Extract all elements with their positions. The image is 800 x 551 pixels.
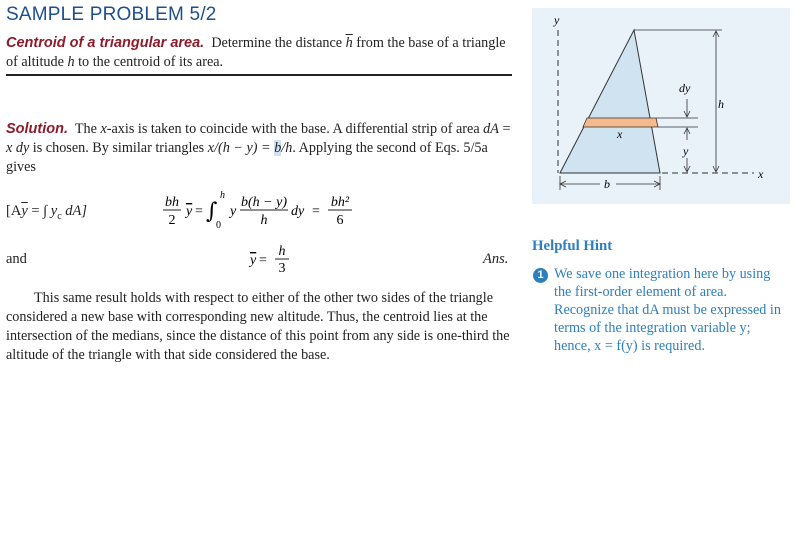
problem-statement — [6, 34, 514, 72]
eq1-frac3-num: bh² — [330, 195, 350, 210]
eq2-frac-den: 3 — [278, 261, 286, 276]
solution-s2: -axis is taken to coincide with the base. A differential strip of area — [106, 121, 480, 137]
differential-strip — [583, 118, 658, 127]
helpful-hint-title: Helpful Hint — [532, 238, 613, 254]
solution-ratio-b: /h — [281, 140, 293, 156]
eq1-label-mid: = ∫ — [27, 203, 51, 219]
solution-s3: is chosen. By similar triangles — [32, 140, 205, 156]
solution-ratio-a: x/(h − y) = — [207, 140, 271, 156]
x-axis-label: x — [758, 167, 764, 181]
hint-number-badge: 1 — [533, 268, 548, 283]
solution-b: b — [274, 140, 282, 156]
eq1-frac3-den: 6 — [336, 213, 344, 228]
eq1-frac1-num: bh — [165, 195, 179, 210]
solution-dA: dA — [483, 121, 499, 137]
eq2-eq: = — [259, 253, 267, 268]
triangle-diagram — [532, 8, 790, 204]
solution-xdy: x dy — [6, 140, 30, 156]
solution-lead: Solution. — [6, 121, 69, 137]
problem-text-a: Determine the distance — [211, 35, 343, 51]
equation2-math — [246, 240, 306, 284]
eq1-int-upper: h — [220, 190, 225, 201]
helpful-hint-text: We save one integration here by using the first-order element of area. Recognize that dA must be expressed in terms of the integration variable y; hence, x = f(y) is required. — [554, 266, 781, 354]
problem-h: h — [67, 54, 75, 70]
eq2-frac-num: h — [278, 244, 286, 259]
eq1-int-lower: 0 — [216, 220, 221, 231]
h-label: h — [718, 97, 724, 111]
eq1-ybar-2: y — [186, 204, 193, 219]
eq1-c-sub: c — [57, 210, 62, 222]
integral-sign: ∫ — [206, 199, 218, 224]
equation2-and: and — [6, 251, 27, 267]
eq1-frac1-den: 2 — [168, 213, 176, 228]
y-axis-label: y — [554, 13, 560, 27]
triangle-shape — [560, 30, 660, 173]
sample-problem-title: SAMPLE PROBLEM 5/2 — [6, 4, 217, 25]
eq1-frac2-num: b(h − y) — [241, 195, 287, 210]
eq1-label-end: dA] — [61, 203, 88, 219]
eq1-y: y — [230, 204, 237, 219]
eq1-label-pre: [A — [6, 203, 22, 219]
closing-paragraph: This same result holds with respect to either of the other two sides of the triangle considered a new base with corresponding new altitude. Thus, the centroid lies at the intersection of the medians, since the distance of this point from any side is one-third the altitude of the triangle with that side considered the base. — [6, 290, 510, 363]
section-divider — [6, 74, 512, 76]
solution-x: x — [100, 121, 107, 137]
problem-text-c: to the centroid of its area. — [78, 54, 224, 70]
b-label: b — [604, 177, 610, 191]
triangle-figure — [532, 8, 790, 204]
solution-s1: The — [74, 121, 97, 137]
solution-s4: . Applying the second of Eqs. 5/5a gives — [6, 140, 488, 175]
problem-text-b: from the base of a triangle of altitude — [6, 35, 506, 70]
answer-label: Ans. — [483, 251, 509, 267]
eq1-eq1: = — [195, 204, 203, 219]
problem-lead: Centroid of a triangular area. — [6, 35, 205, 51]
equation1-math — [160, 188, 400, 238]
problem-hbar: $\overline{h}$ — [345, 35, 353, 51]
equation1-label — [6, 203, 87, 222]
solution-eq: = — [502, 121, 511, 137]
x-strip-label: x — [617, 127, 623, 141]
eq1-yc: y — [50, 203, 58, 219]
eq1-eq2: = — [312, 204, 320, 219]
eq1-ybar: $\overline{y}$ — [21, 203, 28, 219]
y-dim-label: y — [683, 144, 689, 158]
eq1-frac2-den: h — [260, 213, 268, 228]
eq2-ybar: y — [250, 253, 257, 268]
eq1-dy: dy — [291, 204, 305, 219]
solution-paragraph — [6, 120, 514, 177]
dy-label: dy — [679, 81, 691, 95]
